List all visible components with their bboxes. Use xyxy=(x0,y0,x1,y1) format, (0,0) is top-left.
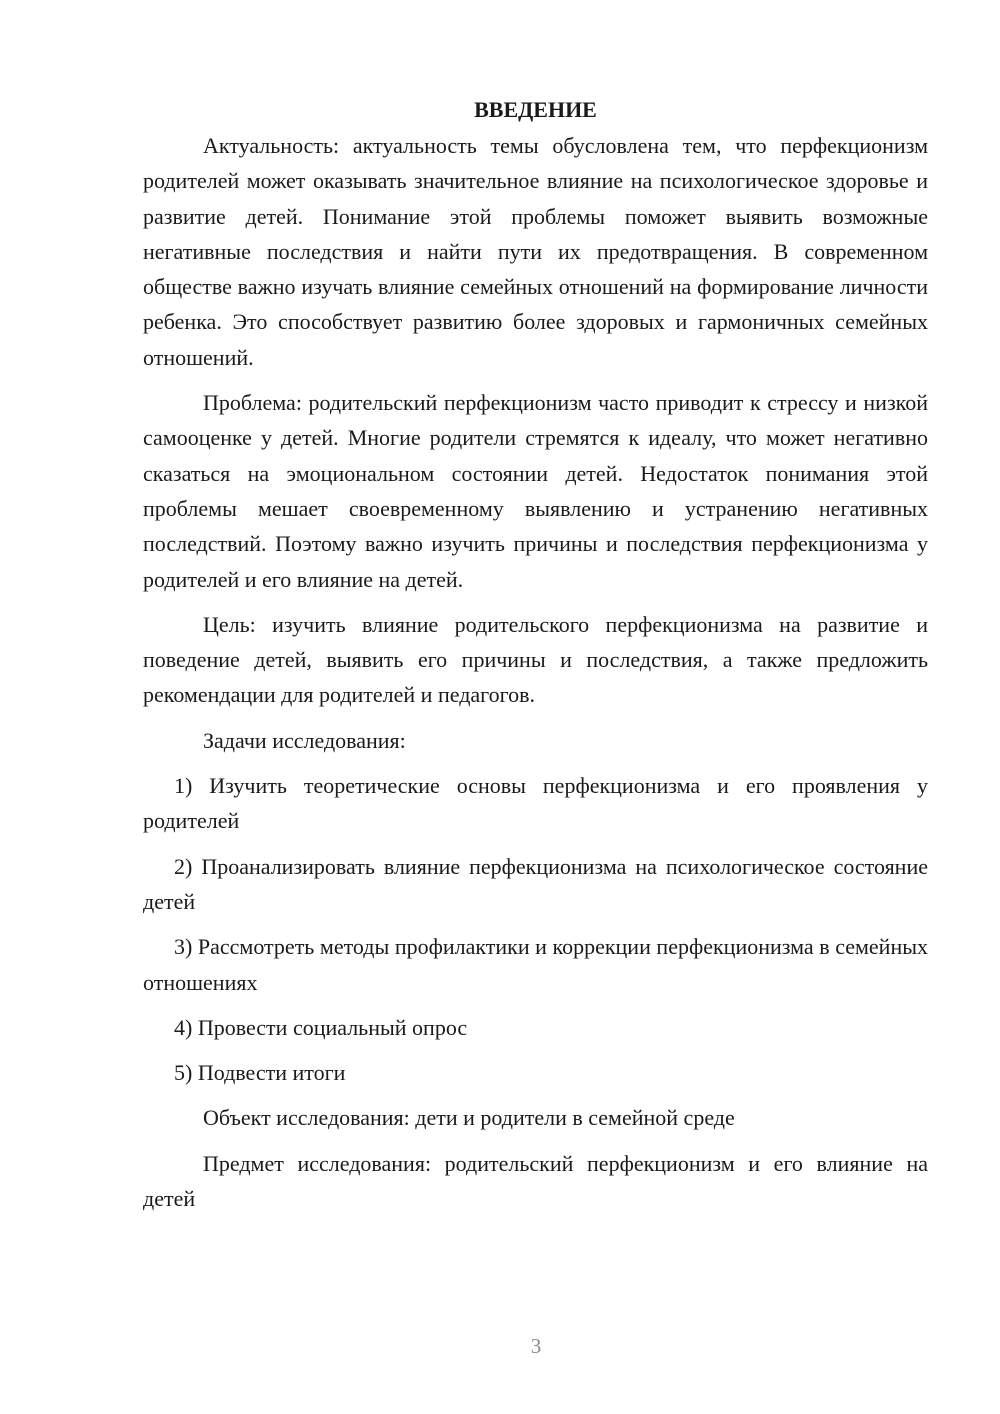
relevance-paragraph: Актуальность: актуальность темы обусловлена тем, что перфекционизм родителей может оказывать значительное влияние на психологическое здоровье и развитие детей. Понимание этой проблемы поможет выявить возможные негативные последствия и найти пути их предотвращения. В современном обществе важно изучать влияние семейных отношений на формирование личности ребенка. Это способствует развитию более здоровых и гармоничных семейных отношений. xyxy=(143,133,928,370)
task-item-1: 1) Изучить теоретические основы перфекционизма и его проявления у родителей xyxy=(143,773,928,834)
goal-paragraph: Цель: изучить влияние родительского перфекционизма на развитие и поведение детей, выявить его причины и последствия, а также предложить рекомендации для родителей и педагогов. xyxy=(143,611,928,708)
task-item-5: 5) Подвести итоги xyxy=(174,1060,346,1086)
task-item-2: 2) Проанализировать влияние перфекционизма на психологическое состояние детей xyxy=(143,853,928,914)
problem-paragraph: Проблема: родительский перфекционизм часто приводит к стрессу и низкой самооценке у детей. Многие родители стремятся к идеалу, что может негативно сказаться на эмоциональном состоянии детей. Недостаток понимания этой проблемы мешает своевременному выявлению и устранению негативных последствий. Поэтому важно изучить причины и последствия перфекционизма у родителей и его влияние на детей. xyxy=(143,390,928,592)
page-number: 3 xyxy=(530,1334,542,1358)
research-object: Объект исследования: дети и родители в семейной среде xyxy=(203,1105,735,1131)
page-content xyxy=(143,94,928,1216)
task-item-3: 3) Рассмотреть методы профилактики и коррекции перфекционизма в семейных отношениях xyxy=(143,934,928,995)
tasks-title: Задачи исследования: xyxy=(203,727,406,753)
section-heading: ВВЕДЕНИЕ xyxy=(474,97,597,122)
task-item-4: 4) Провести социальный опрос xyxy=(174,1014,468,1040)
research-subject: Предмет исследования: родительский перфекционизм и его влияние на детей xyxy=(143,1150,928,1212)
